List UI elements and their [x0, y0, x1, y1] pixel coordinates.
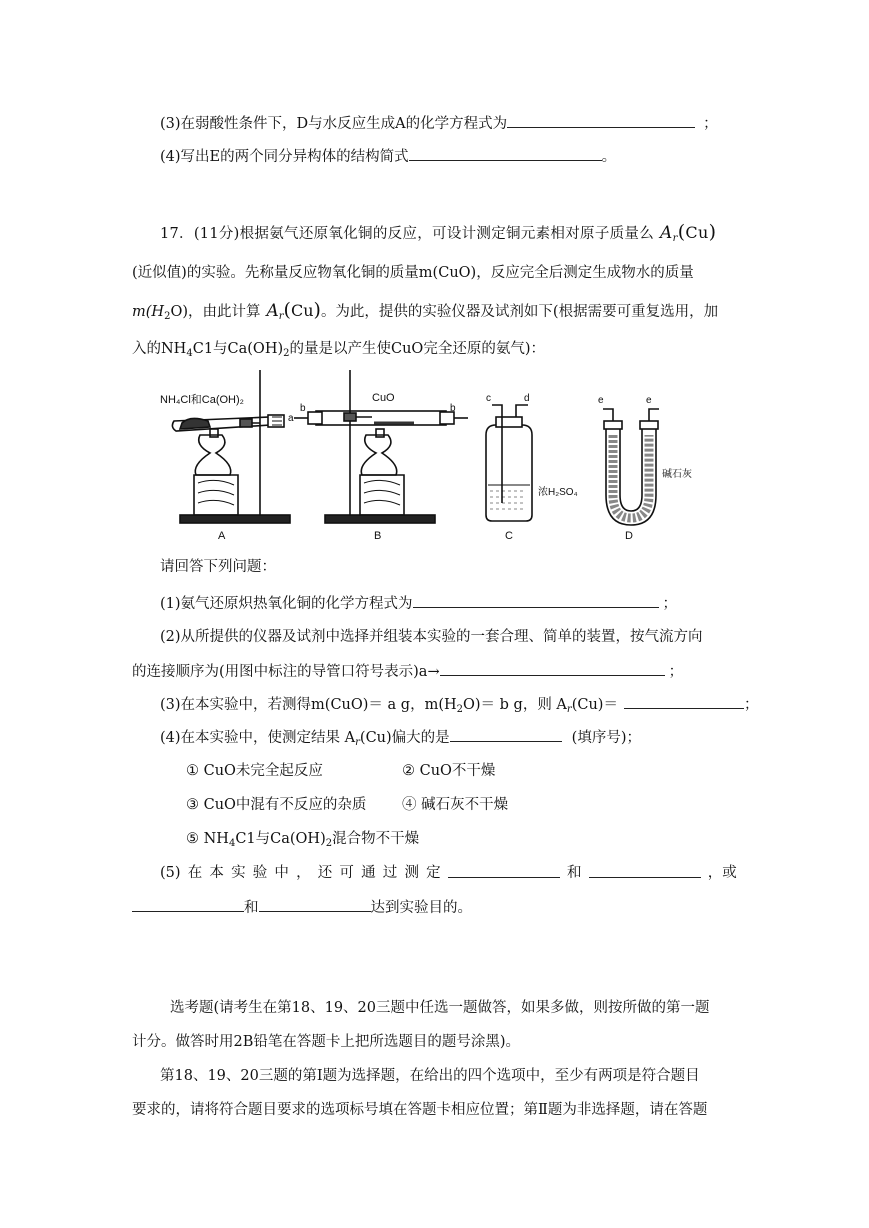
option-5-sub2: 2 — [325, 838, 333, 849]
q17-sub3-sub2: r — [566, 704, 572, 715]
caption-a: A — [218, 530, 226, 542]
q16-item3-end: ； — [703, 116, 718, 132]
answer-blank[interactable] — [413, 593, 659, 608]
elective-p1-line1 — [170, 998, 710, 1018]
label-soda-lime: 碱石灰 — [662, 469, 692, 480]
answer-blank[interactable] — [507, 113, 695, 128]
answer-blank[interactable] — [409, 146, 602, 161]
port-label-b-right: b — [450, 403, 456, 414]
elective-p2-line1 — [160, 1066, 700, 1086]
port-label-d: d — [524, 393, 530, 404]
q17-sub5-word: (5) — [160, 865, 181, 881]
option-5 — [186, 829, 419, 854]
q17-intro-line3: $m(H_2O)$，由此计算 $A_r(Cu)$。为此，提供的实验仪器及试剂如下(根据需要可重复选用，加 — [132, 299, 719, 322]
q17-sub5-line2 — [132, 897, 472, 918]
q16-item3 — [160, 113, 718, 134]
q17-sub2-line2 — [132, 661, 683, 682]
option-3-text: ③ CuO中混有不反应的杂质 — [186, 797, 367, 813]
option-1-text: ① CuO未完全起反应 — [186, 763, 323, 779]
label-reagent-a: NH₄Cl和Ca(OH)₂ — [160, 394, 244, 406]
label-h2so4: 浓H₂SO₄ — [538, 487, 578, 498]
q17-intro-line1: 17．(11分)根据氨气还原氧化铜的反应，可设计测定铜元素相对原子质量么 $A_r(Cu)$ — [160, 221, 717, 244]
cu-text: Cu — [685, 223, 709, 242]
port-label-e-right: e — [646, 395, 652, 406]
caption-c: C — [505, 530, 513, 542]
answer-blank[interactable] — [132, 897, 244, 912]
elective-p1-line2 — [132, 1032, 520, 1052]
q17-sub5-or: ，或 — [707, 865, 737, 881]
q17-sub5-word: 过 — [382, 865, 398, 881]
port-label-e-left: e — [598, 395, 604, 406]
q17-sub5-word: 在 — [187, 865, 203, 881]
answer-blank[interactable] — [450, 727, 562, 742]
q17-intro4-c: 的量是以产生使CuO完全还原的氨气)： — [289, 341, 545, 357]
q17-intro3-c: 。为此，提供的实验仪器及试剂如下(根据需要可重复选用，加 — [320, 304, 719, 320]
q17-sub5-word: ， — [296, 865, 311, 881]
q17-sub2-end: ； — [668, 664, 684, 680]
option-3 — [186, 795, 366, 815]
q17-sub3-sub: 2 — [456, 704, 463, 715]
apparatus-c — [486, 393, 578, 542]
answer-blank[interactable] — [440, 661, 665, 676]
q17-sub4-text-c: (填序号)； — [571, 730, 641, 746]
q17-sub4-text-a: (4)在本实验中，使测定结果 A — [160, 730, 356, 746]
apparatus-a — [160, 370, 294, 542]
option-4-text: ④ 碱石灰不干燥 — [402, 797, 509, 813]
q17-sub5-word: 测 — [404, 865, 419, 881]
q17-sub4 — [160, 727, 641, 753]
q17-sub5-line2-end: 达到实验目的。 — [370, 900, 472, 916]
q17-sub2-text-b: 的连接顺序为(用图中标注的导管口符号表示)a→ — [132, 664, 440, 680]
option-5-text-c: 混合物不干燥 — [332, 831, 420, 847]
q17-sub5-word: 中 — [274, 865, 289, 881]
q17-intro4-a: 入的NH — [132, 341, 187, 357]
q17-sub4-text-b: (Cu)偏大的是 — [359, 730, 450, 746]
elective-p2-text-b: 要求的，请将符合题目要求的选项标号填在答题卡相应位置；第Ⅱ题为非选择题，请在答题 — [132, 1102, 708, 1118]
q17-intro1-text: 17．(11分)根据氨气还原氧化铜的反应，可设计测定铜元素相对原子质量么 — [160, 226, 655, 242]
q17-sub2-text-a: (2)从所提供的仪器及试剂中选择并组装本实验的一套合理、简单的装置，按气流方向 — [160, 629, 703, 645]
cu-text: Cu — [290, 301, 314, 320]
q17-sub4-sub: r — [355, 737, 360, 748]
q16-item4-end: 。 — [601, 149, 617, 165]
option-2-text: ② CuO不干燥 — [402, 763, 496, 779]
q17-intro3-b: O)，由此计算 — [170, 304, 261, 320]
ar-symbol: A — [266, 301, 279, 321]
q17-sub3-end: ； — [743, 697, 759, 713]
q16-item4-text: (4)写出E的两个同分异构体的结构简式 — [160, 149, 409, 165]
q17-sub5-word: 可 — [339, 865, 354, 881]
port-label-c: c — [486, 393, 491, 404]
q17-sub5-word: 定 — [426, 865, 441, 881]
elective-p2-text-a: 第18、19、20三题的第Ⅰ题为选择题，在给出的四个选项中，至少有两项是符合题目 — [160, 1068, 700, 1084]
elective-p1-text-a: 选考题(请考生在第18、19、20三题中任选一题做答，如果多做，则按所做的第一题 — [170, 1000, 710, 1016]
port-label-a: a — [288, 413, 294, 424]
ar-symbol: A — [660, 223, 673, 243]
answer-blank[interactable] — [259, 897, 371, 912]
q16-item4 — [160, 146, 616, 167]
q16-item3-text: (3)在弱酸性条件下，D与水反应生成A的化学方程式为 — [160, 116, 508, 132]
q17-intro4-b: C1与Ca(OH) — [192, 341, 284, 357]
apparatus-b — [294, 370, 468, 542]
q17-sub2-line1 — [160, 627, 703, 647]
q17-intro3-sub: 2 — [164, 311, 171, 322]
q17-sub3-text-a: (3)在本实验中，若测得m(CuO)＝ a g，m(H — [160, 697, 457, 713]
q17-sub1 — [160, 593, 677, 614]
elective-p1-text-b: 计分。做答时用2B铅笔在答题卡上把所选题目的题号涂黑)。 — [132, 1034, 521, 1050]
apparatus-figure — [160, 365, 702, 543]
q17-sub5-line1 — [160, 863, 737, 883]
q17-sub1-text: (1)氨气还原炽热氧化铜的化学方程式为 — [160, 596, 413, 612]
answer-blank[interactable] — [624, 694, 744, 709]
q17-sub3 — [160, 694, 758, 720]
q17-sub5-word: 还 — [317, 865, 333, 881]
q17-intro2-text: (近似值)的实验。先称量反应物氧化铜的质量m(CuO)，反应完全后测定生成物水的质量 — [132, 265, 694, 281]
apparatus-d — [598, 395, 692, 542]
q17-prompt — [160, 557, 276, 577]
caption-b: B — [374, 530, 382, 542]
q17-sub5-word: 验 — [252, 865, 268, 881]
q17-intro3-a: m(H — [132, 304, 165, 320]
port-label-b-left: b — [300, 403, 306, 414]
answer-blank[interactable] — [589, 863, 701, 878]
q17-sub1-end: ； — [662, 596, 678, 612]
option-1 — [186, 761, 323, 781]
q17-sub5-word: 实 — [231, 865, 246, 881]
option-5-text-b: C1与Ca(OH) — [235, 831, 326, 847]
label-cuo: CuO — [372, 392, 395, 404]
option-5-text-a: ⑤ NH — [186, 831, 229, 847]
q17-intro-line2 — [132, 263, 694, 283]
q17-sub3-text-c: (Cu)＝ — [571, 697, 618, 713]
answer-blank[interactable] — [448, 863, 560, 878]
option-2 — [402, 761, 495, 781]
q17-sub5-and: 和 — [566, 865, 582, 881]
caption-d: D — [625, 530, 633, 542]
q17-sub3-text-b: O)＝ b g，则 A — [463, 697, 567, 713]
q17-intro-line4 — [132, 339, 545, 364]
option-4 — [402, 795, 508, 815]
q17-sub5-line2-and: 和 — [244, 900, 259, 916]
ar-subscript: r — [278, 311, 284, 322]
q17-sub5-word: 通 — [361, 865, 376, 881]
option-5-sub1: 4 — [228, 838, 236, 849]
elective-p2-line2 — [132, 1100, 707, 1120]
q17-intro4-sub1: 4 — [186, 348, 193, 359]
q17-intro4-sub2: 2 — [283, 348, 290, 359]
q17-sub5-word: 本 — [209, 865, 224, 881]
ar-subscript: r — [672, 233, 678, 244]
q17-prompt-text: 请回答下列问题： — [160, 559, 276, 575]
